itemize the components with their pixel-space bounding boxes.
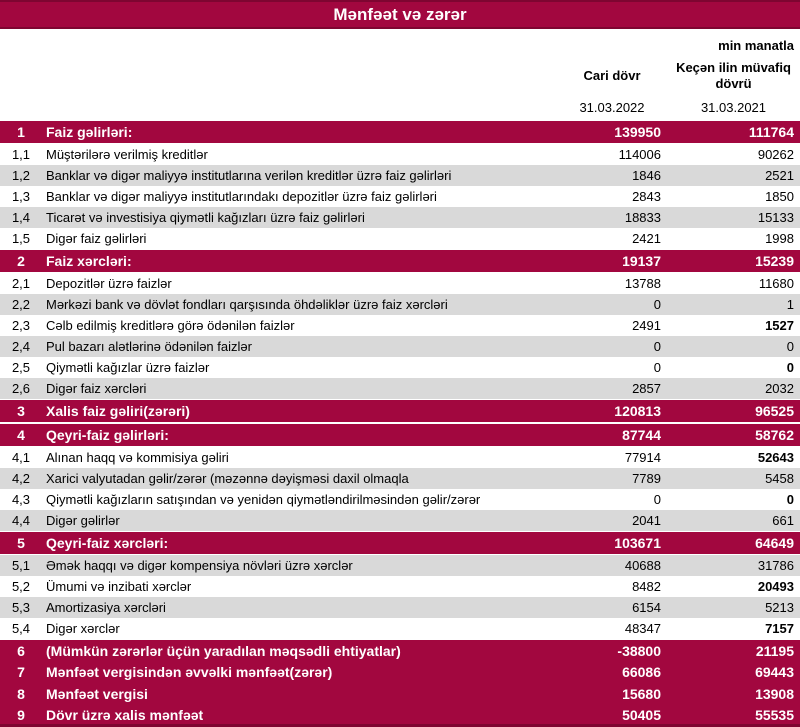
value-current: 66086 (622, 664, 661, 680)
value-previous: 0 (786, 360, 794, 375)
value-current: 19137 (622, 253, 661, 269)
value-previous: 7157 (765, 621, 794, 636)
value-previous: 96525 (755, 403, 794, 419)
row-label: Digər gəlirlər (46, 513, 120, 528)
value-current: 2041 (632, 513, 661, 528)
row-label: Ticarət və investisiya qiymətli kağızları üzrə faiz gəlirləri (46, 210, 365, 225)
row-number: 4,1 (11, 450, 31, 465)
row-number: 1,5 (11, 231, 31, 246)
row-label: Mənfəət vergisindən əvvəlki mənfəət(zərər) (46, 664, 333, 680)
table-row (0, 423, 800, 447)
value-previous: 15239 (755, 253, 794, 269)
row-number: 4,4 (11, 513, 31, 528)
row-number: 7 (17, 664, 25, 680)
value-current: 15680 (622, 686, 661, 702)
value-current: 114006 (618, 147, 661, 162)
column-header-current-period: Cari dövr (583, 67, 641, 83)
value-current: 6154 (632, 600, 661, 615)
table-row (0, 468, 800, 489)
value-current: 2491 (632, 318, 661, 333)
table-row (0, 639, 800, 661)
row-label: Ümumi və inzibati xərclər (46, 579, 192, 594)
table-row (0, 249, 800, 273)
row-number: 2,5 (11, 360, 31, 375)
table-row (0, 618, 800, 639)
row-number: 9 (17, 706, 25, 723)
row-number: 5,2 (11, 579, 31, 594)
row-number: 1,3 (11, 189, 31, 204)
value-current: 0 (653, 492, 661, 507)
value-previous: 0 (786, 492, 794, 507)
value-previous: 1850 (765, 189, 794, 204)
table-row (0, 447, 800, 468)
value-current: 2421 (632, 231, 661, 246)
value-current: 18833 (624, 210, 661, 225)
row-label: Pul bazarı alətlərinə ödənilən faizlər (46, 339, 252, 354)
value-previous: 21195 (755, 642, 794, 659)
value-previous: 5213 (765, 600, 794, 615)
value-current: 0 (653, 339, 661, 354)
row-label: Digər faiz gəlirləri (46, 231, 147, 246)
row-number: 2,3 (11, 318, 31, 333)
table-row (0, 378, 800, 399)
value-previous: 1998 (765, 231, 794, 246)
column-date-previous: 31.03.2021 (700, 99, 767, 115)
value-previous: 55535 (755, 706, 794, 723)
value-current: 13788 (624, 276, 661, 291)
row-number: 8 (17, 686, 25, 702)
row-label: Xalis faiz gəliri(zərəri) (46, 403, 190, 419)
value-current: 103671 (614, 535, 661, 551)
column-header-previous-period: Keçən ilin müvafiq dövrü (676, 59, 791, 91)
row-label: Cəlb edilmiş kreditlərə görə ödənilən faizlər (46, 318, 295, 333)
column-date-current: 31.03.2022 (579, 99, 645, 115)
row-number: 1 (17, 124, 25, 140)
row-number: 2,4 (11, 339, 31, 354)
value-current: 1846 (632, 168, 661, 183)
table-row (0, 207, 800, 228)
row-label: Digər faiz xərcləri (46, 381, 147, 396)
row-label: (Mümkün zərərlər üçün yaradılan məqsədli ehtiyatlar) (46, 642, 401, 659)
row-number: 1,1 (11, 147, 31, 162)
row-number: 6 (17, 642, 25, 659)
table-row (0, 661, 800, 683)
value-previous: 0 (786, 339, 794, 354)
value-current: 0 (653, 360, 661, 375)
value-current: 2857 (632, 381, 661, 396)
value-previous: 11680 (758, 276, 794, 291)
table-row (0, 683, 800, 705)
row-label: Amortizasiya xərcləri (46, 600, 166, 615)
value-previous: 69443 (755, 664, 794, 680)
row-label: Mərkəzi bank və dövlət fondları qarşısında öhdəliklər üzrə faiz xərcləri (46, 297, 448, 312)
table-row (0, 399, 800, 423)
table-row (0, 576, 800, 597)
row-number: 5,1 (11, 558, 31, 573)
row-number: 2,6 (11, 381, 31, 396)
value-current: -38800 (617, 642, 661, 659)
unit-note: min manatla (718, 38, 794, 53)
table-row (0, 489, 800, 510)
table-row (0, 510, 800, 531)
row-number: 4 (17, 427, 25, 443)
table-row (0, 294, 800, 315)
value-current: 50405 (622, 706, 661, 723)
value-current: 2843 (632, 189, 661, 204)
value-previous: 5458 (765, 471, 794, 486)
row-number: 4,2 (11, 471, 31, 486)
table-row (0, 144, 800, 165)
value-current: 7789 (632, 471, 661, 486)
row-label: Qeyri-faiz xərcləri: (46, 535, 169, 551)
table-header (0, 29, 800, 120)
value-current: 40688 (624, 558, 661, 573)
row-label: Əmək haqqı və digər kompensiya növləri üzrə xərclər (46, 558, 353, 573)
row-label: Faiz gəlirləri: (46, 124, 133, 140)
value-current: 0 (653, 297, 661, 312)
row-label: Xarici valyutadan gəlir/zərər (məzənnə dəyişməsi daxil olmaqla (46, 471, 409, 486)
row-number: 1,2 (11, 168, 31, 183)
value-previous: 661 (772, 513, 794, 528)
row-label: Banklar və digər maliyyə institutlarındakı depozitlər üzrə faiz gəlirləri (46, 189, 437, 204)
value-previous: 2032 (765, 381, 794, 396)
table-row (0, 186, 800, 207)
table-row (0, 315, 800, 336)
row-number: 5 (17, 535, 25, 551)
value-previous: 2521 (765, 168, 794, 183)
table-row (0, 120, 800, 144)
table-row (0, 531, 800, 555)
value-previous: 111764 (748, 124, 794, 140)
row-number: 5,3 (11, 600, 31, 615)
page-title: Mənfəət və zərər (0, 0, 800, 29)
table-row (0, 357, 800, 378)
value-previous: 90262 (757, 147, 794, 162)
value-previous: 31786 (757, 558, 794, 573)
value-previous: 1527 (765, 318, 794, 333)
row-label: Qiymətli kağızların satışından və yenidən qiymətləndirilməsindən gəlir/zərər (46, 492, 481, 507)
value-current: 48347 (624, 621, 661, 636)
value-previous: 15133 (757, 210, 794, 225)
row-label: Banklar və digər maliyyə institutlarına verilən kreditlər üzrə faiz gəlirləri (46, 168, 452, 183)
value-previous: 20493 (757, 579, 794, 594)
row-label: Digər xərclər (46, 621, 120, 636)
value-current: 8482 (632, 579, 661, 594)
value-previous: 58762 (755, 427, 794, 443)
value-previous: 1 (786, 297, 794, 312)
row-label: Depozitlər üzrə faizlər (46, 276, 172, 291)
row-number: 2,2 (11, 297, 31, 312)
table-row (0, 336, 800, 357)
row-number: 1,4 (11, 210, 31, 225)
value-current: 120813 (614, 403, 661, 419)
value-current: 139950 (614, 124, 661, 140)
row-number: 5,4 (11, 621, 31, 636)
table-row (0, 597, 800, 618)
row-label: Faiz xərcləri: (46, 253, 132, 269)
row-label: Müştərilərə verilmiş kreditlər (46, 147, 208, 162)
table-row (0, 273, 800, 294)
row-number: 2,1 (11, 276, 31, 291)
row-label: Qeyri-faiz gəlirləri: (46, 427, 169, 443)
row-label: Dövr üzrə xalis mənfəət (46, 706, 204, 723)
table-row (0, 165, 800, 186)
value-previous: 64649 (755, 535, 794, 551)
value-previous: 52643 (757, 450, 794, 465)
table-body (0, 120, 800, 727)
table-row (0, 555, 800, 576)
table-row (0, 228, 800, 249)
row-label: Qiymətli kağızlar üzrə faizlər (46, 360, 210, 375)
row-number: 2 (17, 253, 25, 269)
row-label: Alınan haqq və kommisiya gəliri (46, 450, 229, 465)
value-current: 77914 (624, 450, 661, 465)
row-label: Mənfəət vergisi (46, 686, 148, 702)
row-number: 4,3 (11, 492, 31, 507)
table-row (0, 705, 800, 727)
value-current: 87744 (622, 427, 661, 443)
value-previous: 13908 (755, 686, 794, 702)
row-number: 3 (17, 403, 25, 419)
